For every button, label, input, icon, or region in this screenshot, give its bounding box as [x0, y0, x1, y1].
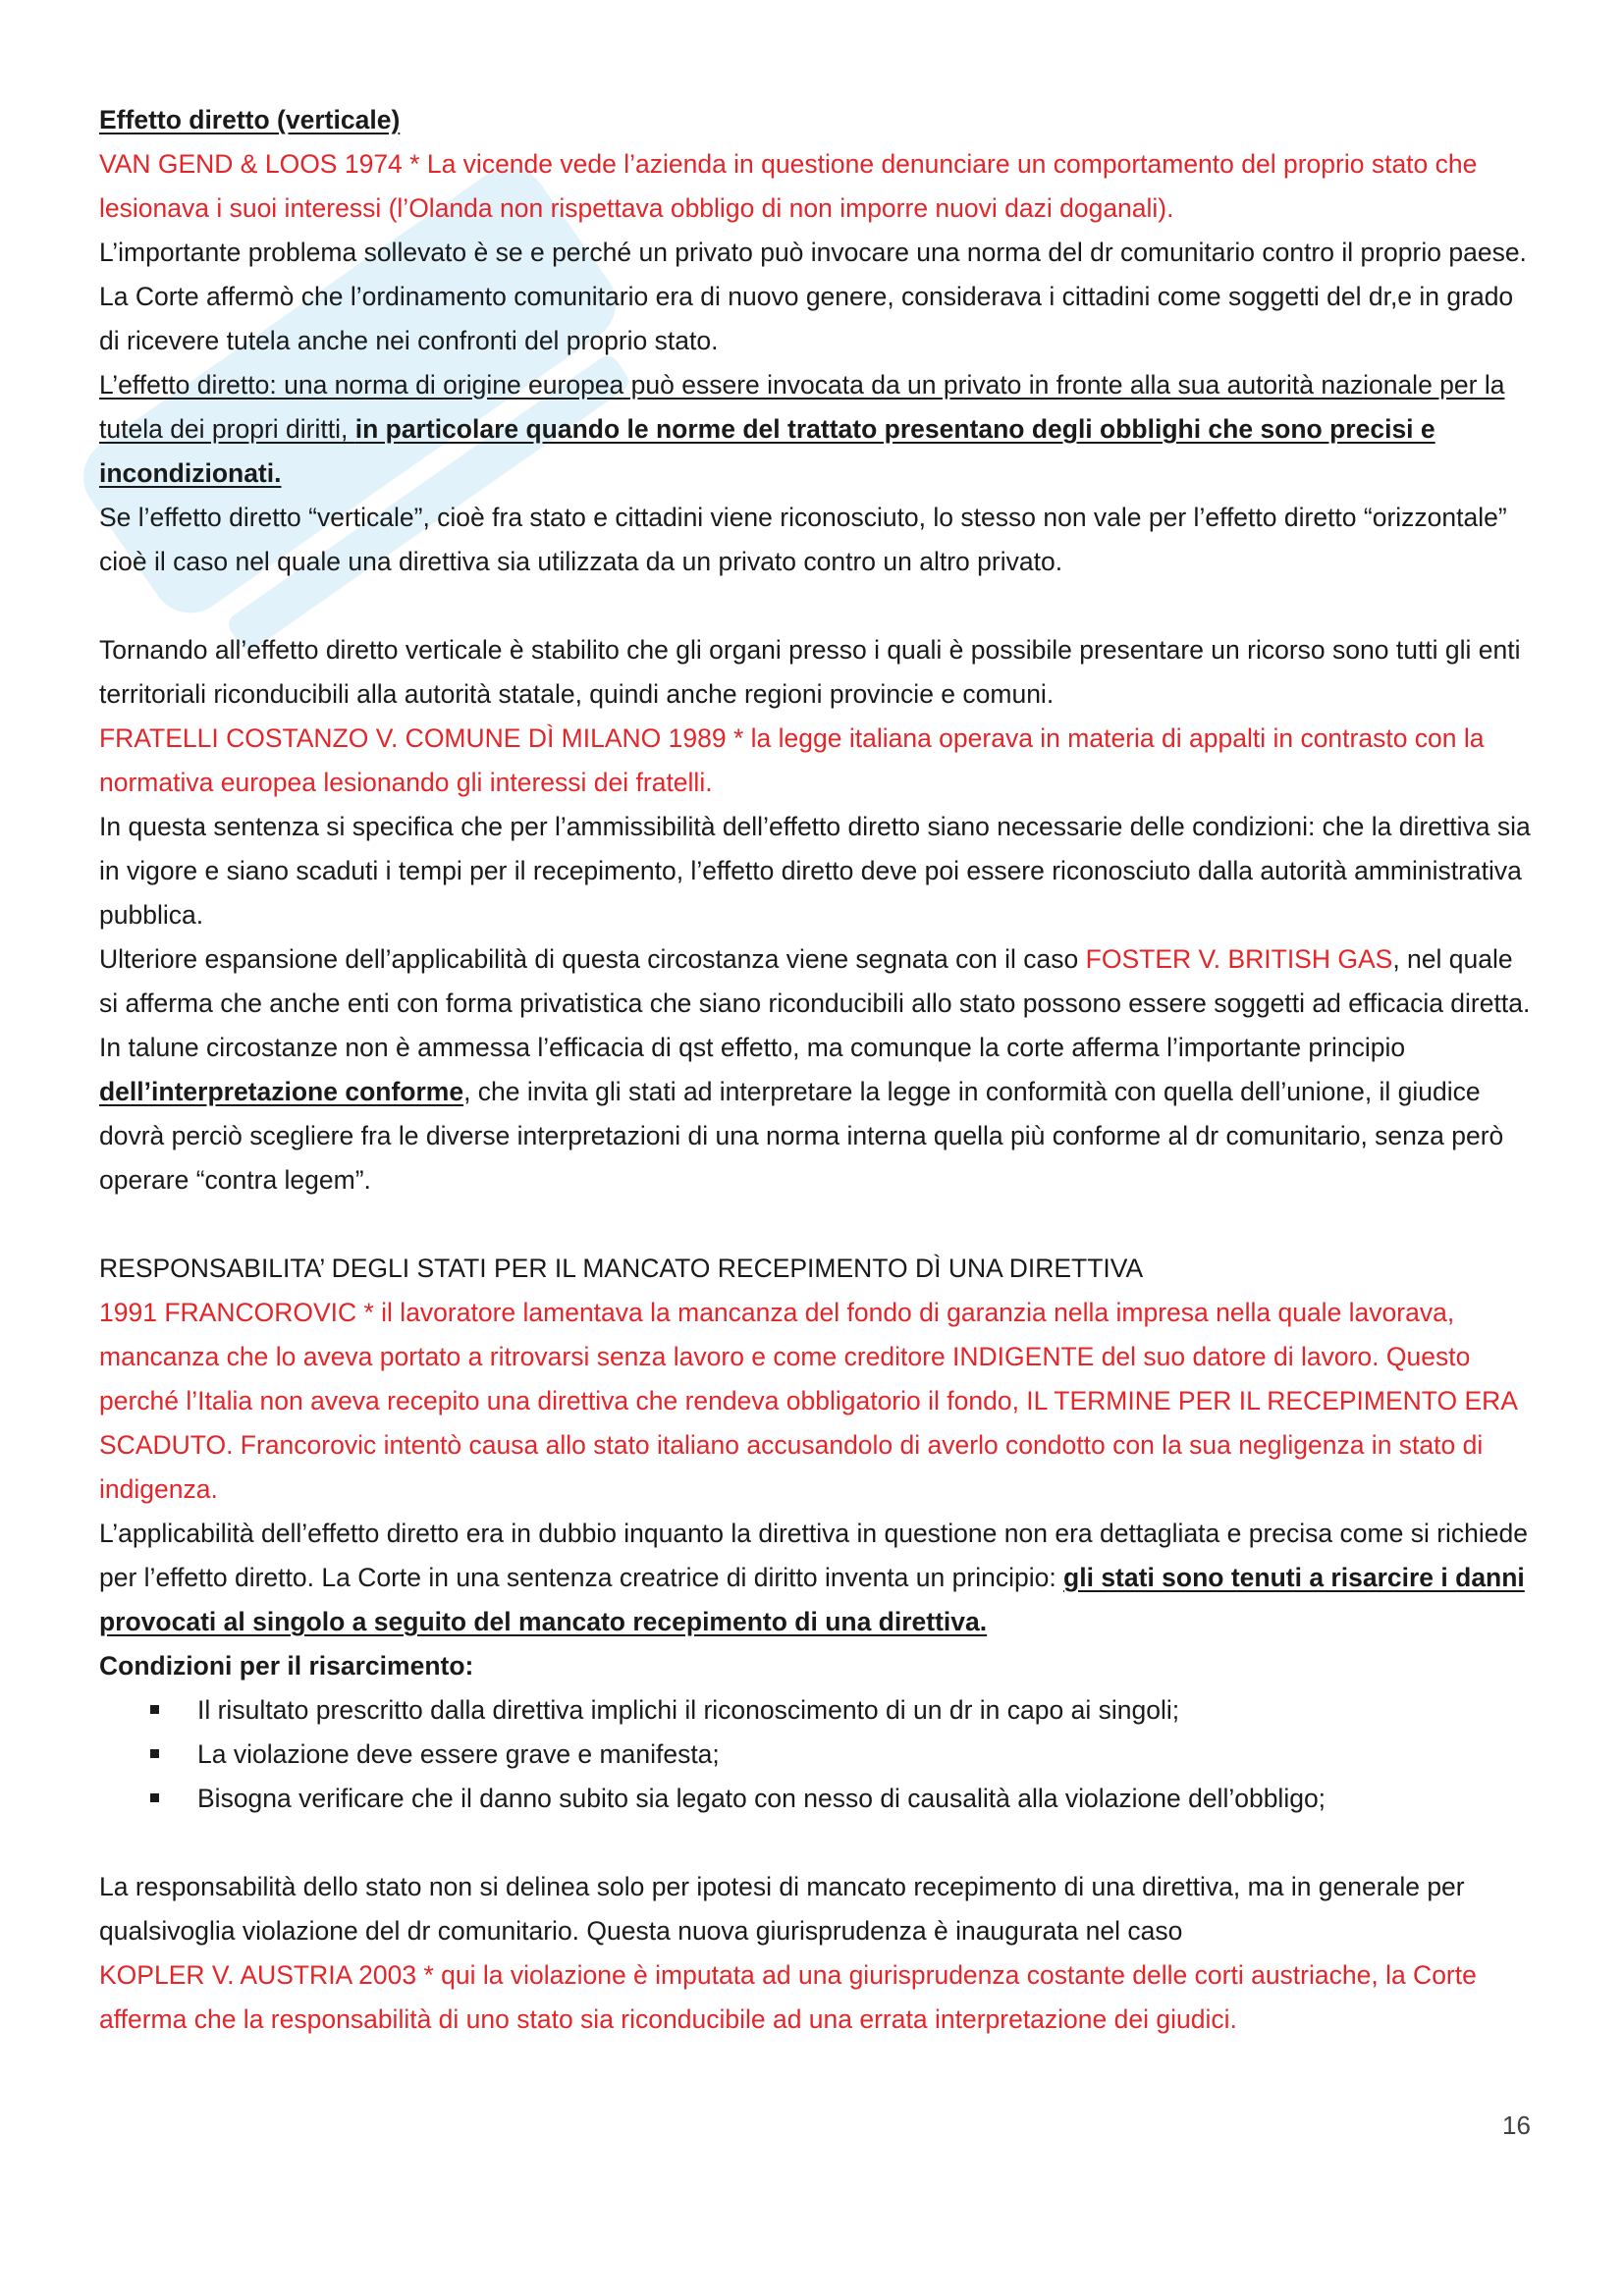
definition-emphasis: in particolare quando le norme del trattato presentano degli obblighi che sono precisi e incondizionati. — [99, 414, 1435, 488]
spacer — [99, 1202, 1533, 1247]
conforme-text-before: In talune circostanze non è ammessa l’efficacia di qst effetto, ma comunque la corte afferma l’importante principio — [99, 1033, 1406, 1062]
case-foster-british-gas: FOSTER V. BRITISH GAS — [1085, 944, 1393, 974]
conditions-list — [99, 1688, 1533, 1821]
paragraph-condizioni-ammissibilita: In questa sentenza si specifica che per l’ammissibilità dell’effetto diretto siano necessarie delle condizioni: che la direttiva sia in vigore e siano scaduti i tempi per il recepimento, l’effetto diretto deve poi essere riconosciuto dalla autorità amministrativa pubblica. — [99, 812, 1531, 930]
paragraph-enti-territoriali: Tornando all’effetto diretto verticale è stabilito che gli organi presso i quali è possibile presentare un ricorso sono tutti gli enti territoriali riconducibili alla autorità statale, quindi anche regioni provincie e comuni. — [99, 635, 1521, 709]
term-interpretazione-conforme: dell’interpretazione conforme — [99, 1077, 464, 1106]
foster-text-after: , nel quale si afferma che anche enti con forma privatistica che siano riconducibili allo stato possono essere soggetti ad efficacia diretta. — [99, 944, 1531, 1018]
definition-text: L’effetto diretto: una norma di origine europea può essere invocata da un privato in fronte alla sua autorità nazionale per la tutela dei propri diritti, — [99, 370, 1505, 444]
paragraph-applicabilita — [99, 1512, 1533, 1644]
conditions-title: Condizioni per il risarcimento: — [99, 1651, 474, 1681]
paragraph-foster — [99, 937, 1533, 1026]
list-item: La violazione deve essere grave e manifesta; — [99, 1733, 1533, 1777]
case-francorovic: 1991 FRANCOROVIC * il lavoratore lamentava la mancanza del fondo di garanzia nella impresa nella quale lavorava, mancanza che lo aveva portato a ritrovarsi senza lavoro e come creditore INDIGENTE del suo datore di lavoro. Questo perché l’Italia non aveva recepito una direttiva che rendeva obbligatorio il fondo, IL TERMINE PER IL RECEPIMENTO ERA SCADUTO. Francorovic intentò causa allo stato italiano accusandolo di averlo condotto con la sua negligenza in stato di indigenza. — [99, 1298, 1517, 1504]
paragraph-effetto-diretto-definition — [99, 363, 1533, 496]
case-fratelli-costanzo: FRATELLI COSTANZO V. COMUNE DÌ MILANO 1989 * la legge italiana operava in materia di appalti in contrasto con la normativa europea lesionando gli interessi dei fratelli. — [99, 723, 1485, 797]
paragraph-interpretazione-conforme — [99, 1026, 1533, 1202]
case-van-gend-loos: VAN GEND & LOOS 1974 * La vicende vede l’azienda in questione denunciare un comportamento del proprio stato che lesionava i suoi interessi (l’Olanda non rispettava obbligo di non imporre nuovi dazi doganali). — [99, 149, 1478, 223]
paragraph-responsabilita-generale: La responsabilità dello stato non si delinea solo per ipotesi di mancato recepimento di una direttiva, ma in generale per qualsivoglia violazione del dr comunitario. Questa nuova giurisprudenza è inaugurata nel caso — [99, 1872, 1465, 1946]
principio-risarcimento: gli stati sono tenuti a risarcire i danni provocati al singolo a seguito del mancato recepimento di una direttiva. — [99, 1563, 1525, 1636]
list-item: Bisogna verificare che il danno subito sia legato con nesso di causalità alla violazione dell’obbligo; — [99, 1777, 1533, 1821]
applicabilita-text: L’applicabilità dell’effetto diretto era in dubbio inquanto la direttiva in questione non era dettagliata e precisa come si richiede per l’effetto diretto. La Corte in una sentenza creatrice di diritto inventa un principio: — [99, 1519, 1529, 1592]
section-title-responsabilita: RESPONSABILITA’ DEGLI STATI PER IL MANCATO RECEPIMENTO DÌ UNA DIRETTIVA — [99, 1254, 1144, 1283]
section-heading-effetto-diretto: Effetto diretto (verticale) — [99, 105, 401, 134]
paragraph-verticale-orizzontale: Se l’effetto diretto “verticale”, cioè fra stato e cittadini viene riconosciuto, lo stesso non vale per l’effetto diretto “orizzontale” cioè il caso nel quale una direttiva sia utilizzata da un privato contro un altro privato. — [99, 503, 1507, 576]
conforme-text-after: , che invita gli stati ad interpretare la legge in conformità con quella dell’unione, il giudice dovrà perciò scegliere fra le diverse interpretazioni di una norma interna quella più conforme al dr comunitario, senza però operare “contra legem”. — [99, 1077, 1504, 1195]
list-item: Il risultato prescritto dalla direttiva implichi il riconoscimento di un dr in capo ai singoli; — [99, 1688, 1533, 1733]
document-body — [99, 98, 1533, 2042]
foster-text-before: Ulteriore espansione dell’applicabilità di questa circostanza viene segnata con il caso — [99, 944, 1086, 974]
case-kopler-austria: KOPLER V. AUSTRIA 2003 * qui la violazione è imputata ad una giurisprudenza costante delle corti austriache, la Corte afferma che la responsabilità di uno stato sia riconducibile ad una errata interpretazione dei giudici. — [99, 1960, 1477, 2034]
spacer — [99, 1821, 1533, 1865]
paragraph-problema: L’importante problema sollevato è se e perché un privato può invocare una norma del dr comunitario contro il proprio paese. La Corte affermò che l’ordinamento comunitario era di nuovo genere, considerava i cittadini come soggetti del dr,e in grado di ricevere tutela anche nei confronti del proprio stato. — [99, 238, 1527, 355]
spacer — [99, 584, 1533, 628]
page-number: 16 — [1502, 2110, 1531, 2140]
